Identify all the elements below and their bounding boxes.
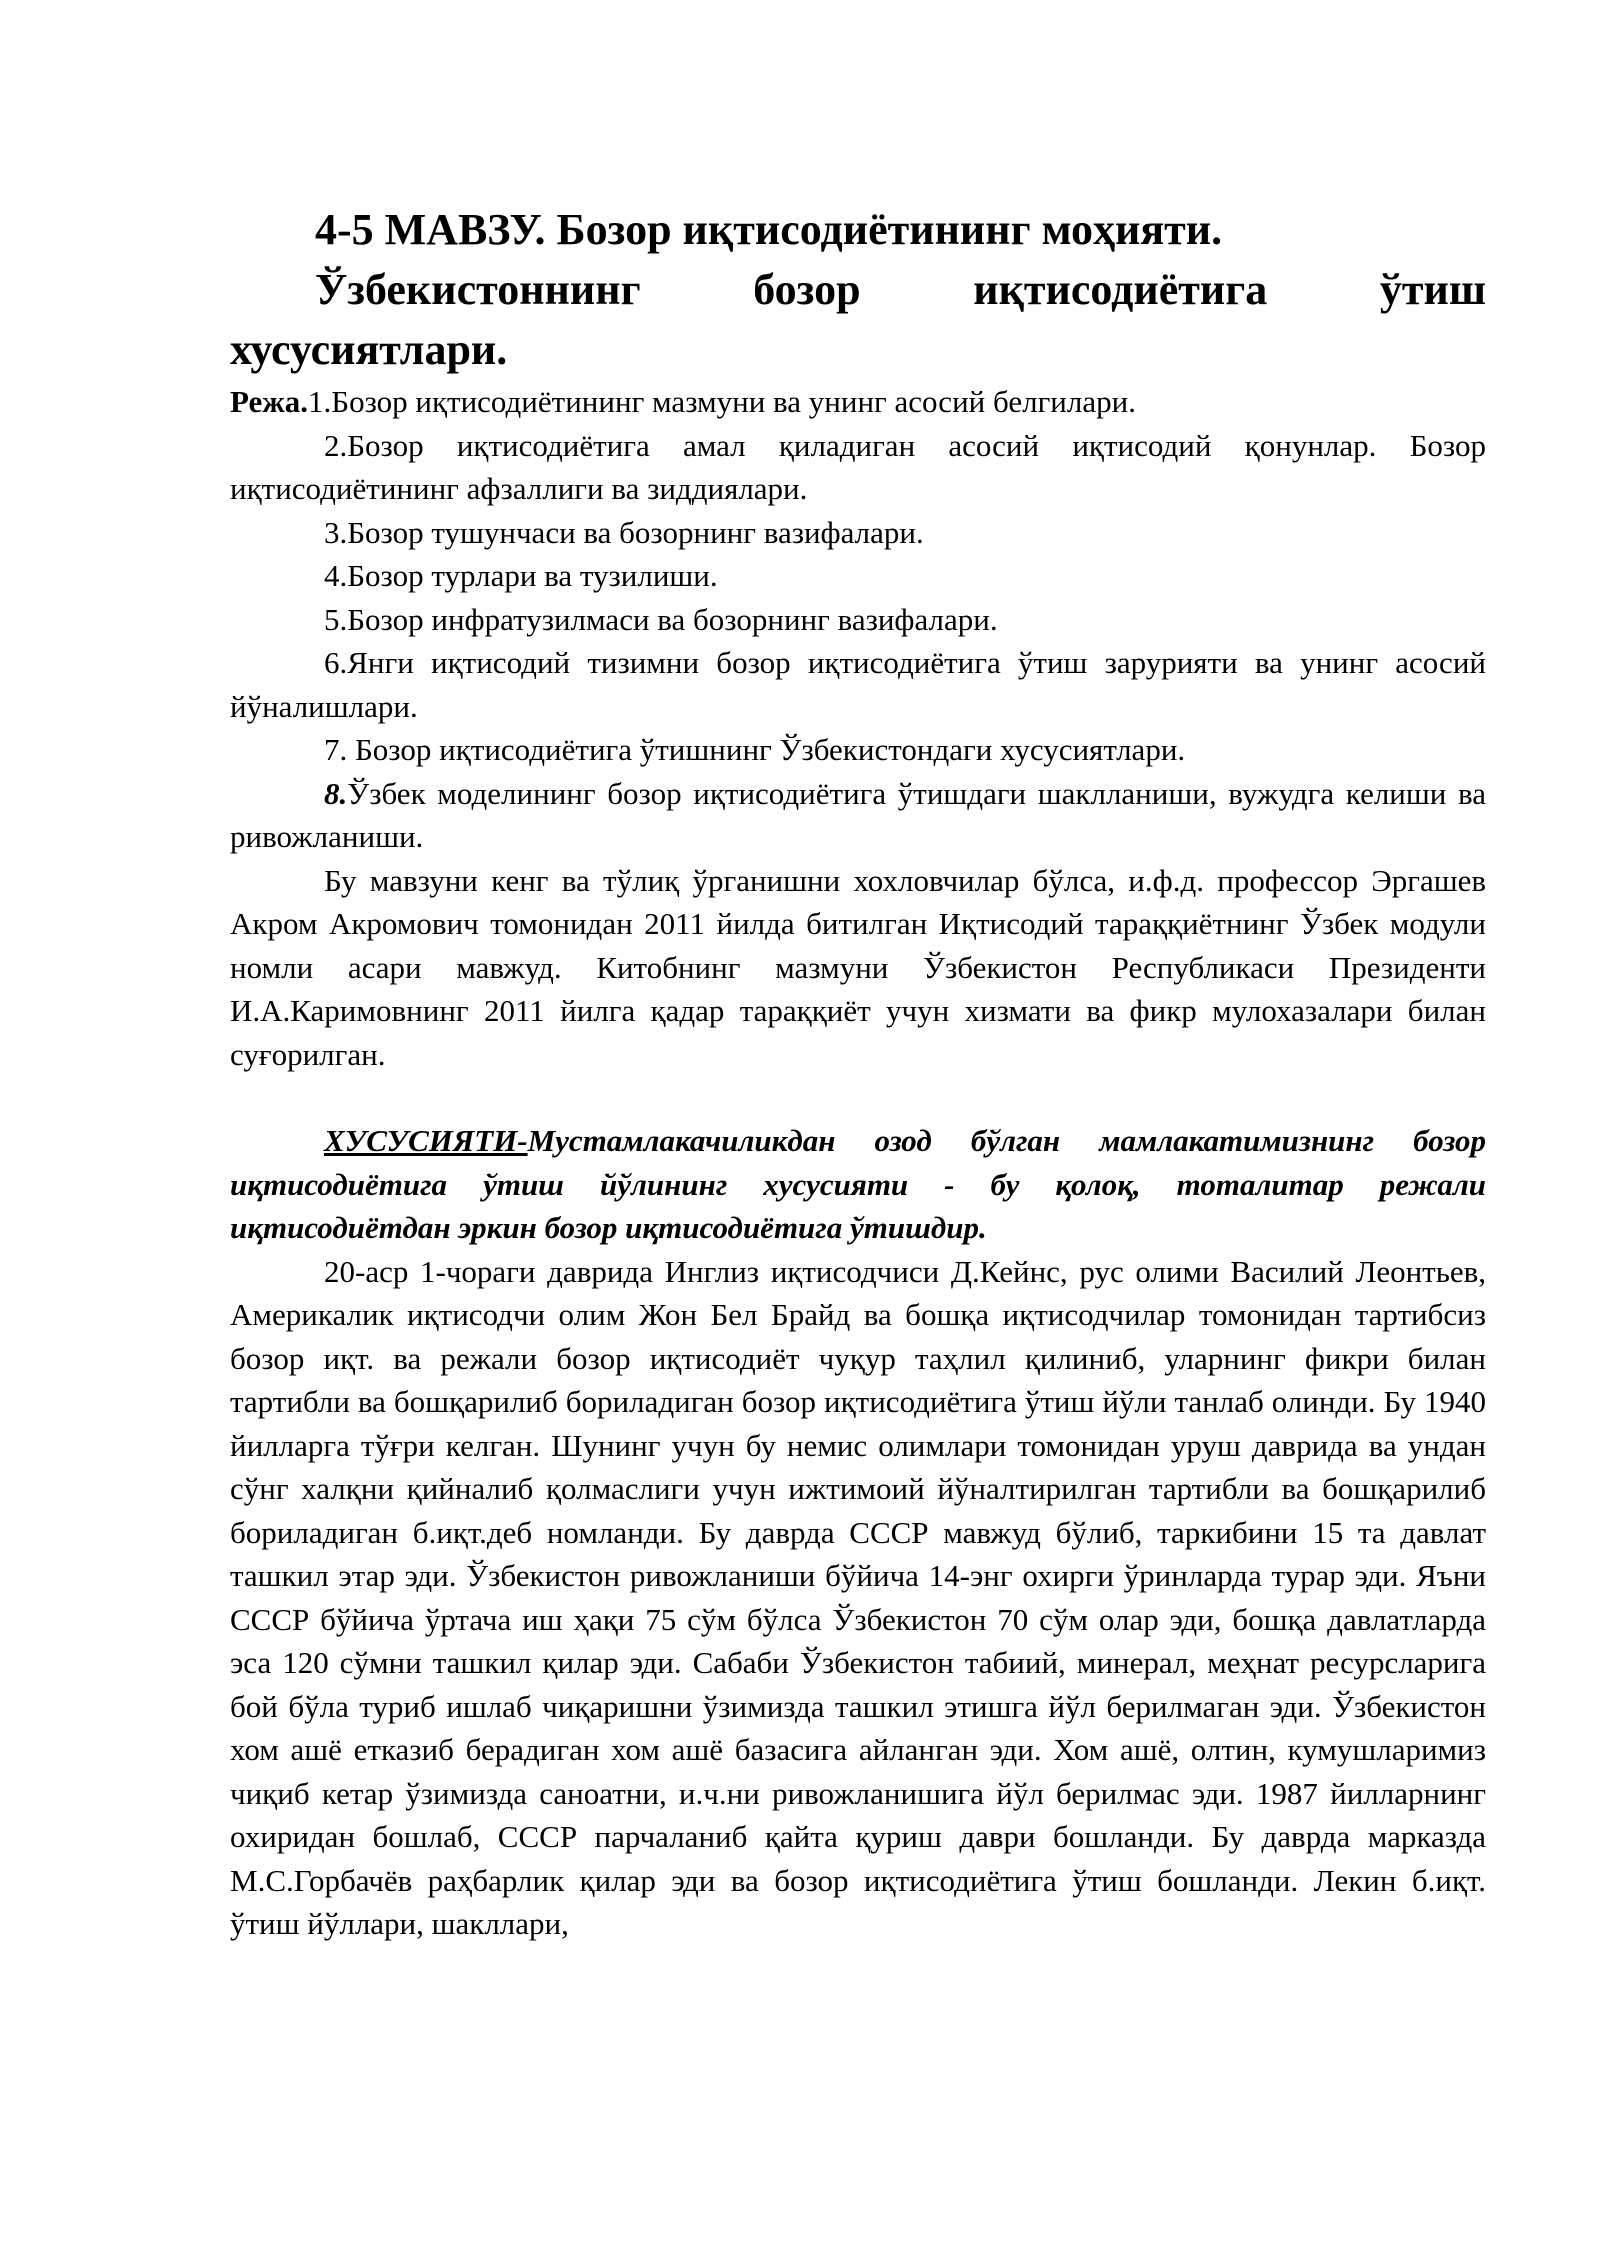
plan-item-8 <box>230 772 1486 859</box>
plan-item-8-number: 8. <box>324 775 348 811</box>
plan-item-3: 3.Бозор тушунчаси ва бозорнинг вазифалари. <box>324 514 924 550</box>
plan-item-6: 6.Янги иқтисодий тизимни бозор иқтисодиётига ўтиш зарурияти ва унинг асосий йўналишлари. <box>230 645 1486 724</box>
intro-paragraph: Бу мавзуни кенг ва тўлиқ ўрганишни хохловчилар бўлса, и.ф.д. профессор Эргашев Акром Акромович томонидан 2011 йилда битилган Иқтисодий тараққиётнинг Ўзбек модули номли асари мавжуд. Китобнинг мазмуни Ўзбекистон Республикаси Президенти И.А.Каримовнинг 2011 йилга қадар тараққиёт учун хизмати ва фикр мулохазалари билан суғорилган. <box>230 862 1486 1072</box>
feature-term: ХУСУСИЯТИ- <box>324 1123 528 1158</box>
plan-item-7: 7. Бозор иқтисодиётига ўтишнинг Ўзбекистондаги хусусиятлари. <box>324 732 1186 767</box>
paragraph-spacer <box>230 1076 1486 1119</box>
document-title <box>230 200 1486 380</box>
title-line-1: 4-5 МАВЗУ. Бозор иқтисодиётининг моҳияти. <box>315 205 1223 254</box>
plan-item-4: 4.Бозор турлари ва тузилиши. <box>324 558 718 593</box>
plan-item-2: 2.Бозор иқтисодиётига амал қиладиган асосий иқтисодий қонунлар. Бозор иқтисодиётининг афзаллиги ва зиддиялари. <box>230 427 1486 506</box>
plan-label: Режа. <box>230 384 309 419</box>
feature-text: Мустамлакачиликдан озод бўлган мамлакатимизнинг бозор иқтисодиётига ўтиш йўлининг хусусияти - бу қолоқ, тоталитар режали иқтисодиётдан эркин бозор иқтисодиётига ўтишдир. <box>230 1123 1486 1245</box>
document-page <box>230 200 1486 1946</box>
plan-item-5: 5.Бозор инфратузилмаси ва бозорнинг вазифалари. <box>324 601 998 637</box>
title-line-2: Ўзбекистоннинг бозор иқтисодиётига ўтиш <box>315 265 1486 314</box>
title-line-3: хусусиятлари. <box>230 325 508 374</box>
feature-paragraph <box>230 1119 1486 1250</box>
history-paragraph: 20-аср 1-чораги даврида Инглиз иқтисодчиси Д.Кейнс, рус олими Василий Леонтьев, Америкалик иқтисодчи олим Жон Бел Брайд ва бошқа иқтисодчилар томонидан тартибсиз бозор иқт. ва режали бозор иқтисодиёт чуқур таҳлил қилиниб, уларнинг фикри билан тартибли ва бошқарилиб бориладиган бозор иқтисодиётига ўтиш йўли танлаб олинди. Бу 1940 йилларга тўғри келган. Шунинг учун бу немис олимлари томонидан уруш даврида ва ундан сўнг халқни қийналиб қолмаслиги учун ижтимоий йўналтирилган тартибли ва бошқарилиб бориладиган б.иқт.деб номланди. Бу даврда СССР мавжуд бўлиб, таркибини 15 та давлат ташкил этар эди. Ўзбекистон ривожланиши бўйича 14-энг охирги ўринларда турар эди. Яъни СССР бўйича ўртача иш ҳақи 75 сўм бўлса Ўзбекистон 70 сўм олар эди, бошқа давлатларда эса 120 сўмни ташкил қилар эди. Сабаби Ўзбекистон табиий, минерал, меҳнат ресурсларига бой бўла туриб ишлаб чиқаришни ўзимизда ташкил этишга йўл берилмаган эди. Ўзбекистон хом ашё етказиб берадиган хом ашё базасига айланган эди. Хом ашё, олтин, кумушларимиз чиқиб кетар ўзимизда саноатни, и.ч.ни ривожланишига йўл берилмас эди. 1987 йилларнинг охиридан бошлаб, СССР парчаланиб қайта қуриш даври бошланди. Бу даврда марказда М.С.Горбачёв раҳбарлик қилар эди ва бозор иқтисодиётига ўтиш бошланди. Лекин б.иқт. ўтиш йўллари, шакллари, <box>230 1253 1486 1941</box>
plan-item-8-text: Ўзбек моделининг бозор иқтисодиётига ўтишдаги шаклланиши, вужудга келиши ва ривожланиши. <box>230 775 1486 854</box>
plan-item-1 <box>230 380 1486 424</box>
plan-item-1-text: 1.Бозор иқтисодиётининг мазмуни ва унинг асосий белгилари. <box>308 384 1136 419</box>
